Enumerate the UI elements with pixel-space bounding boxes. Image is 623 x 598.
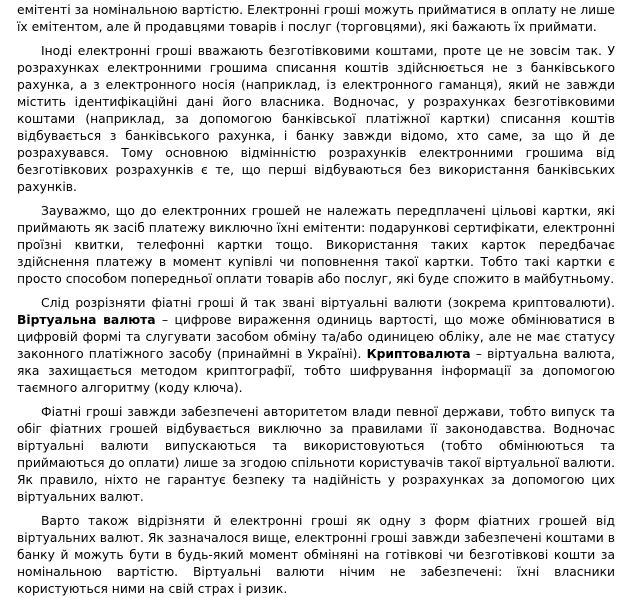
term-cryptocurrency: Криптовалюта [366,347,471,361]
term-virtual-currency: Віртуальна валюта [17,313,156,327]
virtual-currency-definition-text: – цифрове вираження одиниць вартості, що може обмінюватися в цифровій формі та слугувати засобом обміну та/або одиницею обліку, але не має статусу законного платіжного засобу (принаймні в Україні). [17,313,615,361]
definitions-intro-text: Слід розрізняти фіатні гроші й так звані віртуальні валюти (зокрема криптовалюти). [41,296,615,310]
cryptocurrency-definition-text: – віртуальна валюта, яка захищається методом криптографії, тобто шифрування інформації за допомогою таємного алгоритму (коду ключа). [17,347,615,395]
paragraph-continuation: емітенті за номінальною вартістю. Електронні гроші можуть прийматися в оплату не лише їх емітентом, але й продавцями товарів і послуг (торговцями), які бажають їх приймати. [17,3,615,34]
paragraph-virtual-currency-definitions [17,295,615,397]
paragraph-prepaid-cards: Зауважмо, що до електронних грошей не належать передплачені цільові картки, які приймають як засіб платежу виключно їхні емітенти: подарункові сертифікати, електронні проїзні квитки, телефонні картки тощо. Використання таких карток передбачає здійснення платежу в момент купівлі чи поповнення такої картки. Тобто такі картки є просто способом попередньої оплати товарів або послуг, які буде спожито в майбутньому. [17,204,615,286]
paragraph-electronic-vs-cashless: Іноді електронні гроші вважають безготівковими коштами, проте це не зовсім так. У розрахунках електронними грошима списання коштів здійснюється не з банківського рахунка, а з електронного носія (наприклад, із електронного гаманця), який не завжди містить ідентифікаційні дані його власника. Водночас, у розрахунках безготівковими коштами (наприклад, за допомогою банківської платіжної картки) списання коштів відбувається з банківського рахунка, і банку завжди відомо, хто саме, за що й де розрахувався. Тому основною відмінністю розрахунків електронними грошима від безготівкових розрахунків є те, що перші відбуваються без використання банківських рахунків. [17,44,615,194]
paragraph-electronic-vs-virtual: Варто також відрізняти й електронні гроші як одну з форм фіатних грошей від віртуальних валют. Як зазначалося вище, електронні гроші завжди забезпечені коштами в банку й можуть бути в будь-який момент обміняні на готівкові чи безготівкові кошти за номінальною вартістю. Віртуальні валюти нічим не забезпечені: їхні власники користуються ними на свій страх і ризик. [17,514,615,596]
paragraph-fiat-vs-virtual: Фіатні гроші завжди забезпечені авторитетом влади певної держави, тобто випуск та обіг фіатних грошей відбувається виключно за правилами її законодавства. Водночас віртуальні валюти випускаються та використовуються (тобто обмінюються та приймаються до оплати) лише за згодою спільноти користувачів такої віртуальної валюти. Як правило, ніхто не гарантує безпеку та надійність у розрахунках за допомогою цих віртуальних валют. [17,405,615,504]
